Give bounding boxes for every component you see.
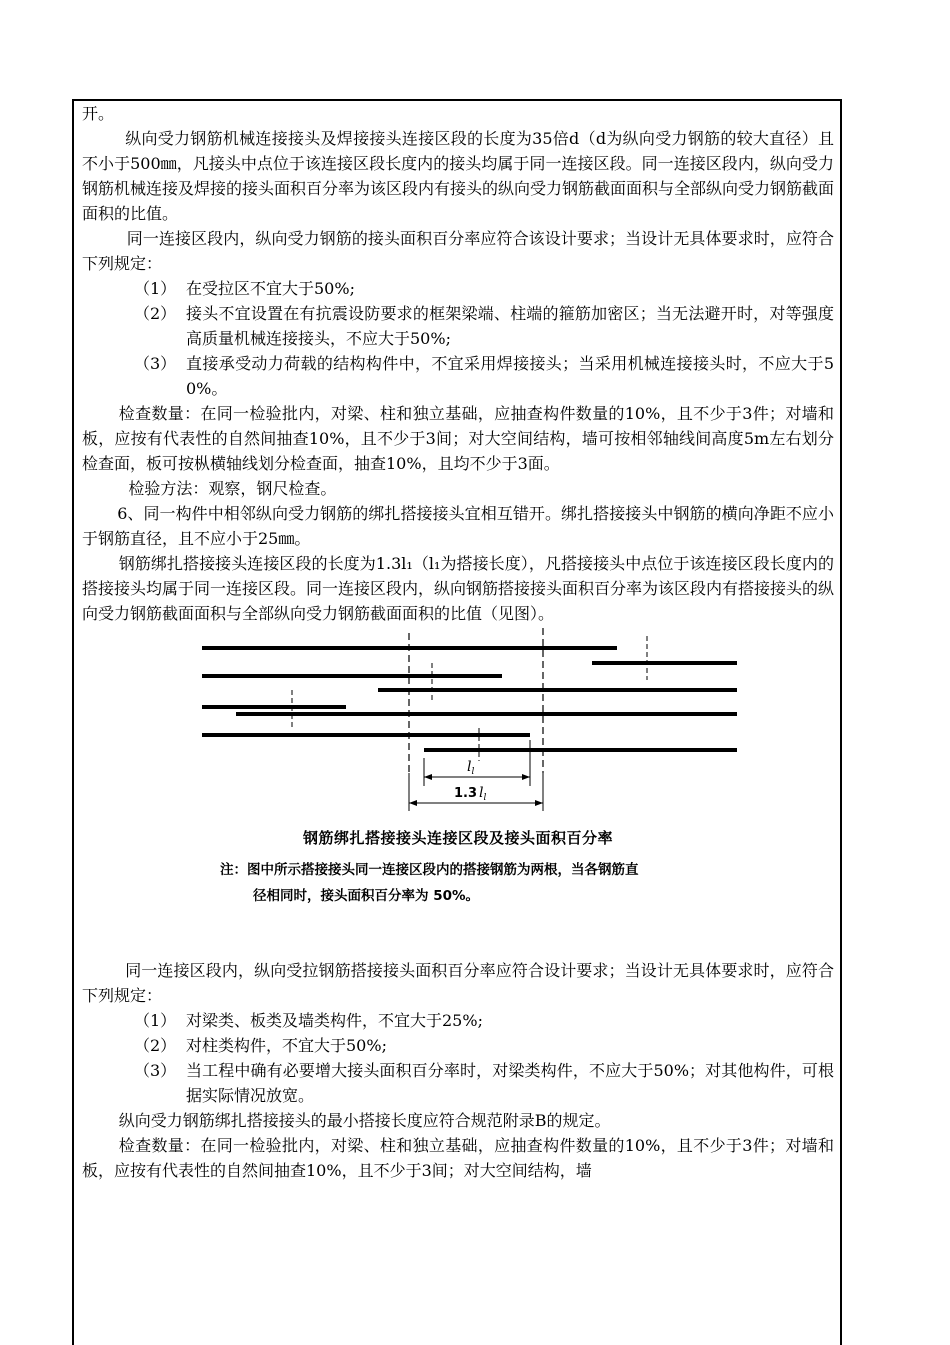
list-item bbox=[82, 351, 834, 401]
dimension-label-l: $l_l$ bbox=[467, 759, 475, 777]
lap-splice-figure bbox=[82, 628, 834, 958]
paragraph: 开。 bbox=[82, 104, 115, 123]
list-text: 当工程中确有必要增大接头面积百分率时，对梁类构件，不应大于50%；对其他构件，可根据实际情况放宽。 bbox=[186, 1061, 834, 1105]
list-text: 接头不宜设置在有抗震设防要求的框架梁端、柱端的箍筋加密区；当无法避开时，对等强度高质量机械连接接头，不应大于50%; bbox=[186, 304, 834, 348]
paragraph: 检查数量：在同一检验批内，对梁、柱和独立基础，应抽查构件数量的10%，且不少于3件；对墙和板，应按有代表性的自然间抽查10%，且不少于3间；对大空间结构，墙 bbox=[82, 1136, 834, 1180]
arrow-head bbox=[522, 774, 530, 780]
lap-splice-diagram bbox=[82, 628, 834, 828]
list-text: 对柱类构件，不宜大于50%; bbox=[186, 1036, 387, 1055]
figure-caption: 钢筋绑扎搭接接头连接区段及接头面积百分率 bbox=[302, 829, 613, 847]
paragraph: 钢筋绑扎搭接接头连接区段的长度为1.3l₁（l₁为搭接长度），凡搭接接头中点位于该连接区段长度内的搭接接头均属于同一连接区段。同一连接区段内，纵向钢筋搭接接头面积百分率为该区段内有搭接接头的纵向受力钢筋截面面积与全部纵向受力钢筋截面面积的比值（见图）。 bbox=[82, 554, 835, 623]
dimension-label-1-3l: 1.3 $l_l$ bbox=[454, 785, 487, 803]
list-number: （1） bbox=[134, 1011, 177, 1030]
paragraph: 检验方法：观察，钢尺检查。 bbox=[128, 479, 337, 498]
list-number: （3） bbox=[134, 354, 177, 373]
list-number: （1） bbox=[134, 279, 177, 298]
list-item bbox=[82, 276, 834, 301]
arrow-head bbox=[535, 800, 543, 806]
list-text: 在受拉区不宜大于50%; bbox=[186, 279, 355, 298]
list-text: 直接承受动力荷载的结构构件中，不宜采用焊接接头；当采用机械连接接头时，不应大于50%。 bbox=[186, 354, 834, 398]
list-item bbox=[82, 1008, 834, 1033]
arrow-head bbox=[424, 774, 432, 780]
list-number: （3） bbox=[134, 1061, 177, 1080]
arrow-head bbox=[409, 800, 417, 806]
figure-note: 注：图中所示搭接接头同一连接区段内的搭接钢筋为两根，当各钢筋直 bbox=[220, 862, 639, 878]
paragraph: 纵向受力钢筋绑扎搭接接头的最小搭接长度应符合规范附录B的规定。 bbox=[118, 1111, 611, 1130]
paragraph: 6、同一构件中相邻纵向受力钢筋的绑扎搭接接头宜相互错开。绑扎搭接接头中钢筋的横向净距不应小于钢筋直径，且不应小于25㎜。 bbox=[82, 504, 834, 548]
list-text: 对梁类、板类及墙类构件，不宜大于25%; bbox=[186, 1011, 483, 1030]
figure-note: 径相同时，接头面积百分率为 50%。 bbox=[253, 888, 480, 904]
list-number: （2） bbox=[134, 304, 177, 323]
paragraph: 同一连接区段内，纵向受力钢筋的接头面积百分率应符合该设计要求；当设计无具体要求时，应符合下列规定： bbox=[82, 229, 834, 273]
paragraph: 检查数量：在同一检验批内，对梁、柱和独立基础，应抽查构件数量的10%，且不少于3件；对墙和板，应按有代表性的自然间抽查10%，且不少于3间；对大空间结构，墙可按相邻轴线间高度5m左右划分检查面，板可按枞横轴线划分检查面，抽查10%，且均不少于3面。 bbox=[82, 404, 834, 473]
list-item bbox=[82, 1058, 834, 1108]
paragraph: 纵向受力钢筋机械连接接头及焊接接头连接区段的长度为35倍d（d为纵向受力钢筋的较大直径）且不小于500㎜，凡接头中点位于该连接区段长度内的接头均属于同一连接区段。同一连接区段内，纵向受力钢筋机械连接及焊接的接头面积百分率为该区段内有接头的纵向受力钢筋截面面积与全部纵向受力钢筋截面面积的比值。 bbox=[82, 129, 835, 223]
document-body bbox=[82, 101, 834, 1183]
list-number: （2） bbox=[134, 1036, 177, 1055]
list-item bbox=[82, 301, 834, 351]
list-item bbox=[82, 1033, 834, 1058]
paragraph: 同一连接区段内，纵向受拉钢筋搭接接头面积百分率应符合设计要求；当设计无具体要求时，应符合下列规定： bbox=[82, 961, 834, 1005]
